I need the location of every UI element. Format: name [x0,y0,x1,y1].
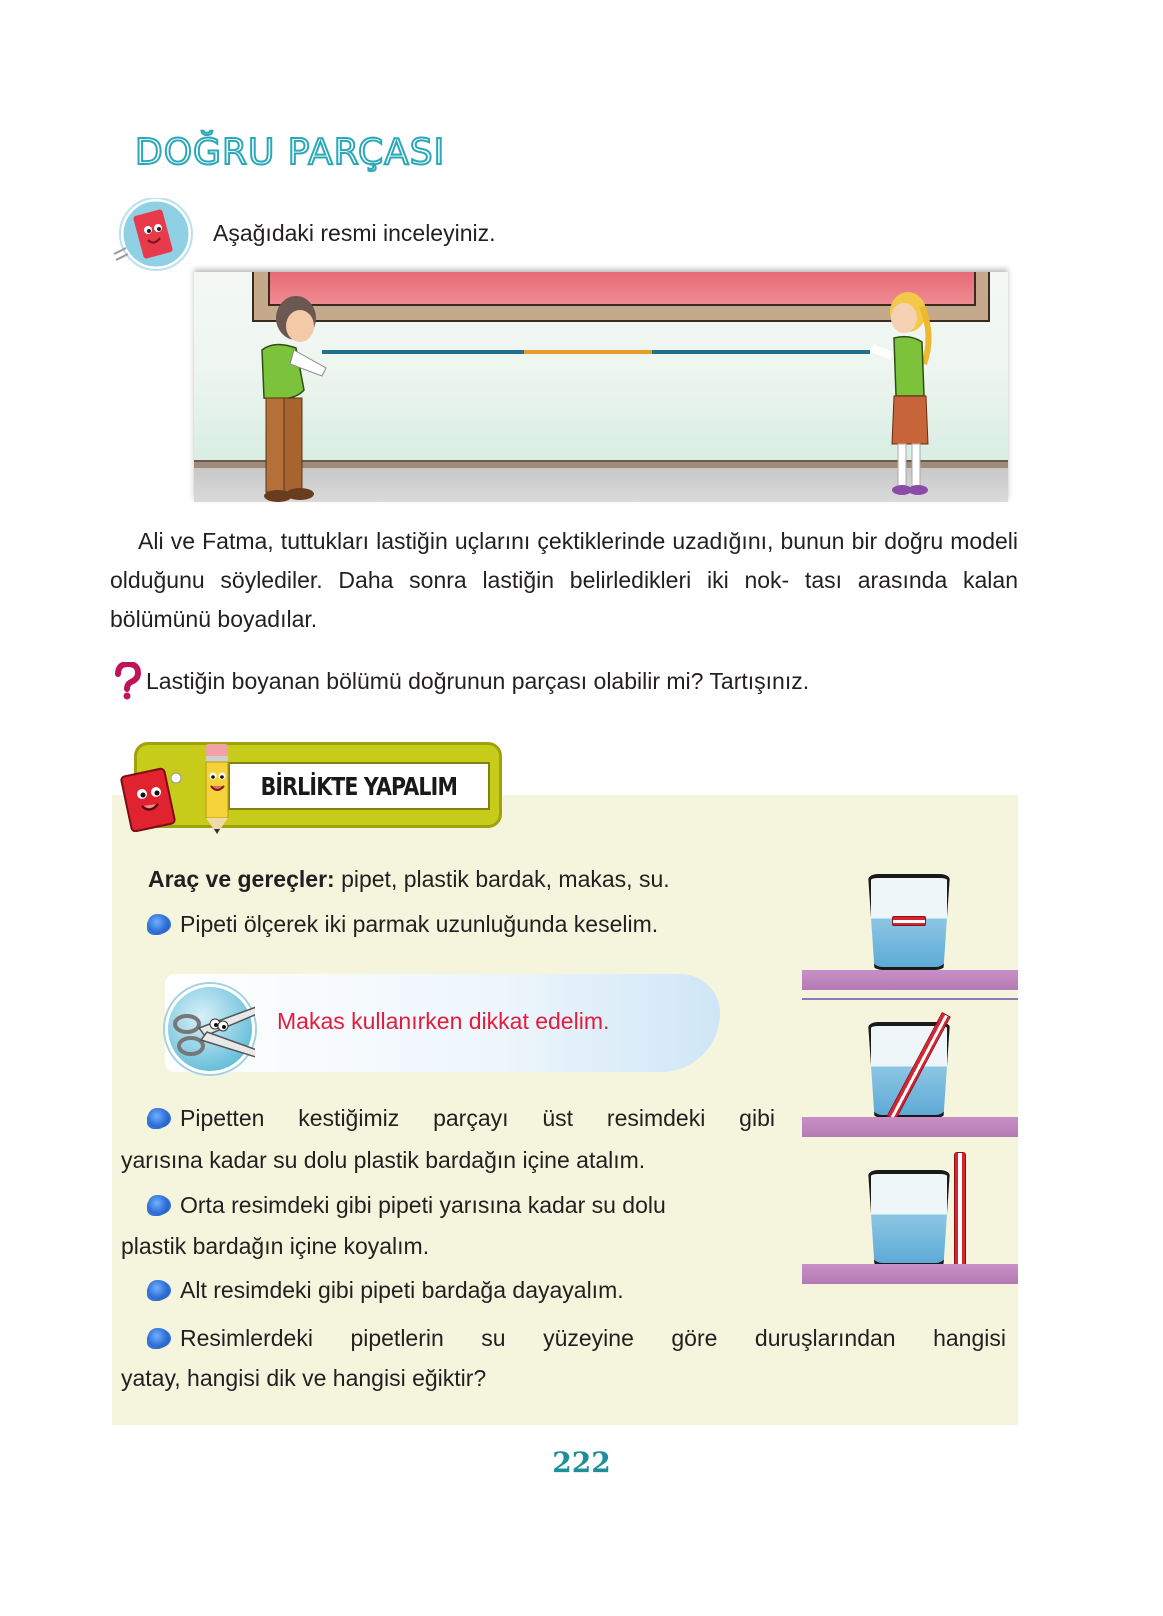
girl-figure [862,286,952,501]
page-title-wrap [135,132,445,173]
step-5-text-line-1: Resimlerdeki pipetlerin su yüzeyine göre duruşlarından hangisi [180,1325,1006,1351]
question-text: Lastiğin boyanan bölümü doğrunun parçası olabilir mi? Tartışınız. [146,667,810,694]
step-2 [148,1098,775,1138]
divider-line [802,998,1018,1000]
step-2-continued [121,1140,645,1180]
step-2-text-line-2: yarısına kadar su dolu plastik bardağın içine atalım. [121,1147,646,1173]
step-1-text: Pipeti ölçerek iki parmak uzunluğunda keselim. [180,911,659,937]
step-4 [148,1270,624,1310]
step-5-continued [121,1358,486,1398]
horizontal-straw [892,916,926,926]
step-4-text: Alt resimdeki gibi pipeti bardağa dayayalım. [180,1277,624,1303]
step-3-text-line-1: Orta resimdeki gibi pipeti yarısına kadar su dolu [180,1192,666,1218]
activity-header-label: BİRLİKTE YAPALIM [260,771,458,801]
step-2-text-line-1: Pipetten kestiğimiz parçayı üst resimdeki gibi [180,1105,775,1131]
scissors-icon [165,984,255,1074]
rubber-band-painted-segment [524,350,652,354]
boy-figure [234,290,344,502]
blue-splash-bullet-icon [148,1108,170,1128]
step-1 [148,904,658,944]
book-mascot-icon [120,764,182,832]
materials-value: pipet, plastik bardak, makas, su. [334,866,670,892]
materials-line [148,866,670,893]
question-mark-icon [112,662,142,700]
step-3-continued [121,1226,429,1266]
classroom-illustration [194,272,1008,502]
blue-splash-bullet-icon [148,1280,170,1300]
pencil-mascot-icon [200,744,234,834]
story-paragraph [110,522,1018,639]
step-5 [148,1318,1006,1358]
blue-splash-bullet-icon [148,914,170,934]
notebook-mascot-icon [112,198,196,274]
vertical-straw [954,1152,966,1276]
discussion-question [112,662,809,700]
page-number: 222 [552,1446,611,1479]
cup-bottom [868,1170,950,1266]
safety-warning [165,974,720,1072]
story-paragraph-text: Ali ve Fatma, tuttukları lastiğin uçlarını çektiklerinde uzadığını, bunun bir doğru modeli olduğunu söylediler. Daha sonra lastiğin belirledikleri iki nok- tası arasında kalan bölümünü boyadılar. [110,528,1018,632]
step-5-text-line-2: yatay, hangisi dik ve hangisi eğiktir? [121,1365,487,1391]
page-title: DOĞRU PARÇASI [135,132,446,173]
shelf-bottom [802,1264,1018,1284]
step-3 [148,1185,666,1225]
materials-label: Araç ve gereçler: [148,866,335,892]
scissors-badge [165,984,255,1074]
shelf-top [802,970,1018,990]
warning-text: Makas kullanırken dikkat edelim. [277,1008,610,1034]
step-3-text-line-2: plastik bardağın içine koyalım. [121,1233,430,1259]
blue-splash-bullet-icon [148,1195,170,1215]
cups-illustration [802,862,1018,1292]
blue-splash-bullet-icon [148,1328,170,1348]
activity-header-label-box [228,762,490,810]
instruction-text: Aşağıdaki resmi inceleyiniz. [213,220,496,246]
shelf-middle [802,1117,1018,1137]
activity-header [120,742,502,834]
